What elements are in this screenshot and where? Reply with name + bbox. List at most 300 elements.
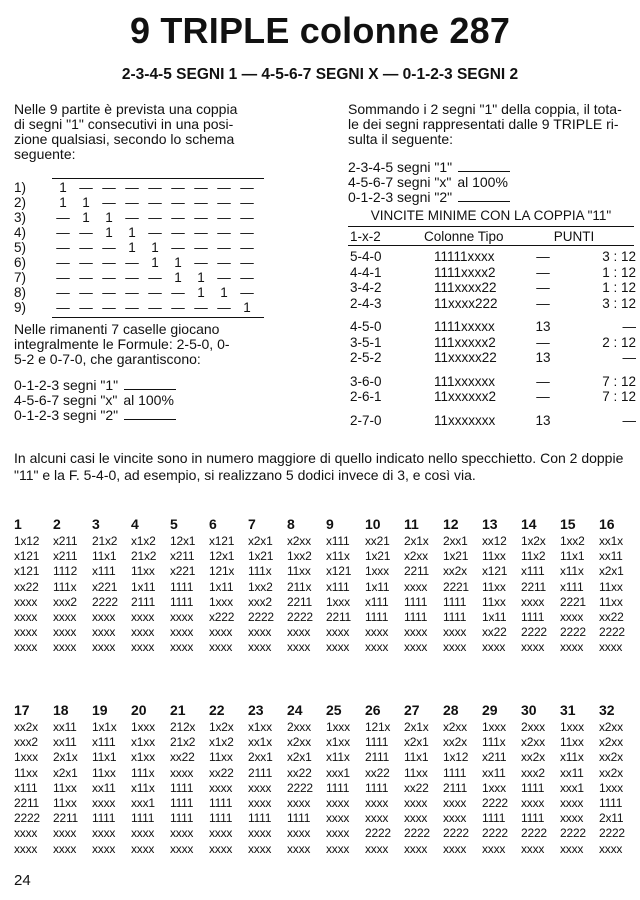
column-entry: x1xx [248,720,272,734]
table-header-cell: PUNTI [553,229,595,244]
column-entry: 1111 [92,811,116,826]
schema-cell: — [102,270,116,285]
column-entry: xx22 [365,765,390,780]
table-cell: — [536,334,550,350]
column-entry: 1xxx [14,750,38,765]
column-entry: 1xx2 [287,549,312,564]
schema-cell: — [194,240,208,255]
schema-cell: 1 [151,240,159,255]
schema-cell: — [217,270,231,285]
column-entry: xx1x [248,735,272,750]
column-entry: xx2x [521,750,545,765]
schema-cell: — [148,225,162,240]
column-entry: x111 [14,780,38,795]
column-entry: xxxx [443,841,467,856]
column-entry: 111x [131,765,155,780]
column-entry: 11x2 [521,549,546,564]
column-entry: xxxx [53,640,77,655]
column-entry: 2211 [521,579,547,594]
column-entry: xx22 [404,780,429,795]
column-entry: xxxx [170,640,194,655]
signs-label: 4-5-6-7 segni "x" [348,174,452,190]
column-number: 12 [443,516,459,532]
table-cell: 1 : 12 [602,280,636,295]
column-entry: xxxx [53,625,77,640]
column-entry: 1111 [170,811,194,826]
column-entry: 2222 [287,609,313,624]
table-cell: 5-4-0 [350,249,382,264]
column-entry: 2222 [521,625,547,640]
column-entry: 2xxx [287,720,311,734]
column-entry: 1111 [209,811,233,826]
schema-cell: — [240,240,254,255]
column-entry: xxxx [92,826,116,841]
column-entry: 2222 [521,826,547,841]
schema-cell: — [79,240,93,255]
column-entry: xxxx [92,640,116,655]
column-number: 24 [287,702,303,718]
signs-label: 2-3-4-5 segni "1" [348,159,453,175]
schema-cell: — [240,270,254,285]
column-entry: xxxx [443,640,467,655]
column-entry: x121 [482,564,508,579]
table-cell: 3-5-1 [350,334,382,350]
column-entry: 2222 [482,795,508,810]
column-entry: x111 [92,564,116,579]
column-entry: xx22 [599,609,624,624]
column-entry: xxxx [443,811,467,826]
column-entry: xxxx [92,625,116,640]
column-entry: xxxx [131,841,155,856]
schema-cell: — [56,225,70,240]
column-entry: 1x11 [209,579,234,594]
column-entry: 111x [482,735,506,750]
schema-cell: — [148,195,162,210]
column-entry: 2211 [287,594,313,609]
schema-cell: — [148,180,162,195]
column-entry: 1112 [53,564,78,579]
column-entry: xx11 [53,735,77,750]
signs-line [348,190,510,205]
schema-cell: — [194,300,208,315]
column-entry: xxxx [248,640,272,655]
column-entry: 2222 [248,609,274,624]
table-cell: 1 : 12 [602,264,636,280]
schema-cell: — [125,270,139,285]
column-number: 23 [248,702,264,718]
left-signs-list [14,378,176,423]
table-cell: 4-5-0 [350,319,382,334]
column-entry: xxxx [248,780,272,795]
column-entry: 2211 [404,564,430,579]
schema-cell: 1 [82,210,90,225]
column-number: 2 [53,516,61,532]
column-entry: xxx2 [248,594,272,609]
column-entry: 2211 [326,609,352,624]
column-entry: xxxx [248,841,272,856]
column-entry: 2222 [599,625,625,640]
column-entry: xxxx [521,795,545,810]
column-entry: xxxx [521,640,545,655]
column-number: 4 [131,516,139,532]
column-entry: 1xxx [131,720,155,734]
column-number: 5 [170,516,178,532]
signs-blank-line [124,378,176,390]
column-entry: xxxx [170,826,194,841]
schema-row-number: 5) [14,240,27,255]
column-entry: 11xx [53,780,77,795]
table-cell: 11111xxxx [434,249,495,264]
column-number: 9 [326,516,334,532]
schema-cell: — [171,180,185,195]
column-number: 29 [482,702,498,718]
column-entry: xxxx [560,609,584,624]
column-entry: xxxx [404,625,428,640]
column-entry: 2xx1 [443,534,468,548]
schema-cell: — [102,195,116,210]
schema-cell: — [125,285,139,300]
schema-cell: — [217,180,231,195]
column-entry: xxxx [53,826,77,841]
column-block [443,700,482,857]
column-entry: 1111 [170,780,194,795]
table-cell: 13 [535,350,551,365]
column-entry: 111x [53,579,77,594]
column-entry: x2xx [287,735,311,750]
schema-cell: — [217,300,231,315]
column-block [92,700,131,857]
schema-cell: — [240,180,254,195]
column-entry: 11xx [404,765,428,780]
column-number: 31 [560,702,576,718]
schema-cell: — [56,270,70,285]
schema-cell: — [194,255,208,270]
column-entry: 2xx1 [248,750,273,765]
column-entry: xxxx [365,640,389,655]
column-entry: xxxx [287,826,311,841]
column-entry: 2222 [560,625,586,640]
column-entry: x211 [53,549,78,564]
column-entry: xx2x [443,564,467,579]
column-number: 25 [326,702,342,718]
page-title: 9 TRIPLE colonne 287 [129,10,511,51]
table-cell: 11xxxx222 [434,295,498,311]
column-entry: xxxx [131,826,155,841]
column-entry: xxxx [443,795,467,810]
column-entry: 11xx [599,579,623,594]
column-entry: xxxx [131,640,155,655]
table-cell: 111xxxxx2 [434,334,496,350]
schema-cell: — [125,180,139,195]
column-entry: x121 [326,564,352,579]
schema-cell: — [102,285,116,300]
column-entry: 1xxx [482,720,506,734]
column-entry: xxxx [365,811,389,826]
signs-label: 0-1-2-3 segni "1" [14,377,119,393]
column-entry: 1111 [365,735,389,750]
table-cell: 3-4-2 [350,280,382,295]
schema-cell: — [125,210,139,225]
column-entry: x2x1 [599,564,624,579]
column-block [404,700,443,857]
column-entry: 2111 [248,765,273,780]
column-block [287,514,326,656]
column-entry: 1111 [170,579,194,594]
column-entry: xxxx [248,826,272,841]
column-entry: 1111 [521,811,545,826]
schema-cell: — [194,225,208,240]
table-cell: 111xxxxxx [434,373,496,389]
table-rule [348,245,634,246]
schema-row-number: 9) [14,300,27,315]
column-entry: 11xx [92,765,116,780]
column-number: 21 [170,702,186,718]
column-entry: x211 [170,549,195,564]
column-entry: 2x11 [599,811,624,826]
column-number: 15 [560,516,576,532]
column-entry: x11x [326,750,350,765]
schema-top-rule [52,178,264,179]
column-entry: xxxx [443,625,467,640]
table-row [348,350,634,365]
schema-cell: — [171,225,185,240]
column-entry: xxx2 [53,594,77,609]
column-entry: xxxx [482,640,506,655]
column-entry: xx22 [209,765,234,780]
column-entry: 212x [170,720,196,734]
schema-cell: — [56,240,70,255]
column-entry: xxxx [209,826,233,841]
table-cell: 3 : 12 [602,295,636,311]
column-number: 11 [404,516,419,532]
signs-suffix: al 100% [457,174,508,190]
signs-label: 4-5-6-7 segni "x" [14,392,118,408]
column-entry: x1x2 [131,534,156,548]
column-entry: x11x [560,750,584,765]
column-entry: xxxx [326,625,350,640]
table-cell: 7 : 12 [602,389,636,404]
column-block [599,700,638,857]
table-cell: — [536,389,550,404]
column-block [404,514,443,656]
column-entry: 1xxx [326,720,350,734]
column-entry: xxxx [92,609,116,624]
table-cell: — [622,319,636,334]
column-block [443,514,482,656]
column-entry: x2xx [287,534,311,548]
signs-blank-line [458,190,510,202]
vincite-table-title: VINCITE MINIME CON LA COPPIA "11" [370,208,612,223]
schema-row-number: 8) [14,285,27,300]
table-cell: — [622,412,636,428]
page-number: 24 [14,872,31,889]
column-entry: xxxx [209,625,233,640]
column-entry: 12x1 [209,549,235,564]
column-entry: xxxx [404,579,428,594]
column-entry: 2x1x [404,720,429,734]
column-number: 20 [131,702,147,718]
table-cell: 111xxxx22 [434,280,497,295]
column-entry: 1111 [365,609,389,624]
column-entry: xxxx [287,841,311,856]
column-entry: xx11 [92,780,116,795]
column-entry: xx2x [599,750,623,765]
column-number: 8 [287,516,295,532]
column-entry: x111 [326,534,350,548]
column-number: 28 [443,702,459,718]
schema-cell: — [56,285,70,300]
column-entry: xxxx [209,780,233,795]
schema-bottom-rule [52,317,264,318]
table-row [348,280,634,295]
column-block [287,700,326,857]
right-signs-list [348,160,510,205]
signs-line [348,175,510,190]
column-entry: x2xx [599,735,623,750]
column-entry: 1x2x [209,720,234,734]
column-entry: xxxx [14,640,38,655]
schema-cell: — [217,195,231,210]
schema-cell: — [217,255,231,270]
column-block [170,700,209,857]
column-entry: xxxx [131,625,155,640]
schema-row-number: 1) [14,180,27,195]
schema-cell: — [217,240,231,255]
schema-cell: — [240,225,254,240]
column-entry: 2111 [443,780,468,795]
column-entry: xxxx [248,795,272,810]
table-cell: 4-4-1 [350,264,382,280]
column-entry: 11xx [287,564,311,579]
column-entry: xxxx [599,640,623,655]
column-entry: 211x [287,579,312,594]
column-block [365,700,404,857]
table-cell: 11xxxxxxx [434,412,496,428]
column-number: 22 [209,702,225,718]
schema-row-number: 2) [14,195,27,210]
column-entry: 2x1x [53,750,78,765]
schema-cell: 1 [59,180,67,195]
column-entry: 21x2 [92,534,118,548]
column-entry: 1111 [443,609,467,624]
signs-line [348,160,510,175]
column-block [326,514,365,656]
table-cell: — [536,264,550,280]
schema-cell: — [194,195,208,210]
schema-cell: — [56,255,70,270]
column-entry: 11x1 [404,750,429,765]
column-block [209,514,248,656]
column-number: 19 [92,702,108,718]
column-entry: xx1x [599,534,623,548]
column-entry: 2222 [365,826,391,841]
schema-cell: — [79,225,93,240]
schema-cell: — [148,285,162,300]
column-entry: xxxx [404,811,428,826]
column-entry: 1111 [443,765,467,780]
schema-cell: 1 [197,270,205,285]
schema-cell: — [171,285,185,300]
column-entry: xx11 [599,549,623,564]
column-entry: 2222 [404,826,430,841]
signs-line [14,393,176,408]
column-entry: xxxx [326,811,350,826]
column-entry: 2111 [365,750,390,765]
table-cell: — [622,350,636,365]
column-entry: 1111 [248,811,272,826]
column-entry: xxxx [560,640,584,655]
column-entry: xxxx [599,841,623,856]
column-entry: 1111 [443,594,467,609]
column-entry: 1xxx [599,780,623,795]
column-entry: xxx2 [14,735,38,750]
column-entry: x2xx [599,720,623,734]
column-entry: 1111 [170,594,194,609]
table-cell: 11xxxxxx2 [434,389,497,404]
column-number: 27 [404,702,420,718]
schema-cell: — [171,240,185,255]
schema-cell: — [217,210,231,225]
column-entry: xxxx [404,795,428,810]
schema-cell: — [194,180,208,195]
column-block [560,700,599,857]
column-entry: 11xx [599,594,623,609]
schema-cell: — [56,300,70,315]
column-entry: 2221 [560,594,586,609]
column-entry: 1111 [521,609,545,624]
column-entry: xxxx [365,841,389,856]
column-entry: xx22 [482,625,507,640]
schema-cell: 1 [59,195,67,210]
column-entry: 1x11 [131,579,156,594]
column-entry: 2222 [14,811,40,826]
table-cell: 3 : 12 [602,249,636,264]
column-entry: xxxx [404,640,428,655]
column-entry: x2x1 [404,735,429,750]
sum-paragraph: Sommando i 2 segni "1" della coppia, il tota- le dei segni rappresentati dalle 9 TRIPLE ri- sulta il seguente: [348,101,622,147]
schema-cell: 1 [105,210,113,225]
table-header-cell: 1-x-2 [350,229,381,244]
column-entry: xxxx [14,625,38,640]
column-entry: x121 [209,534,235,548]
column-block [131,700,170,857]
column-entry: xxxx [287,640,311,655]
schema-cell: — [102,255,116,270]
column-entry: x211 [53,534,78,548]
table-cell: 1111xxxx2 [434,264,496,280]
column-entry: x2xx [521,735,545,750]
column-number: 14 [521,516,537,532]
column-entry: xxxx [170,609,194,624]
remaining-paragraph: Nelle rimanenti 7 caselle giocano integralmente le Formule: 2-5-0, 0- 5-2 e 0-7-0, che garantiscono: [14,321,230,367]
column-entry: 11xx [482,579,506,594]
column-entry: x1xx [131,750,155,765]
column-entry: x111 [560,579,584,594]
schema-cell: 1 [197,285,205,300]
column-entry: 1111 [209,795,233,810]
column-entry: 1x12 [14,534,40,548]
column-entry: 2211 [53,811,79,826]
column-entry: xxxx [326,640,350,655]
column-entry: 21x2 [170,735,196,750]
column-entry: xxxx [365,625,389,640]
column-entry: x1x2 [209,735,234,750]
schema-row-number: 6) [14,255,27,270]
schema-cell: 1 [174,270,182,285]
column-entry: 121x [209,564,235,579]
table-row [348,319,634,334]
column-entry: x111 [326,579,350,594]
